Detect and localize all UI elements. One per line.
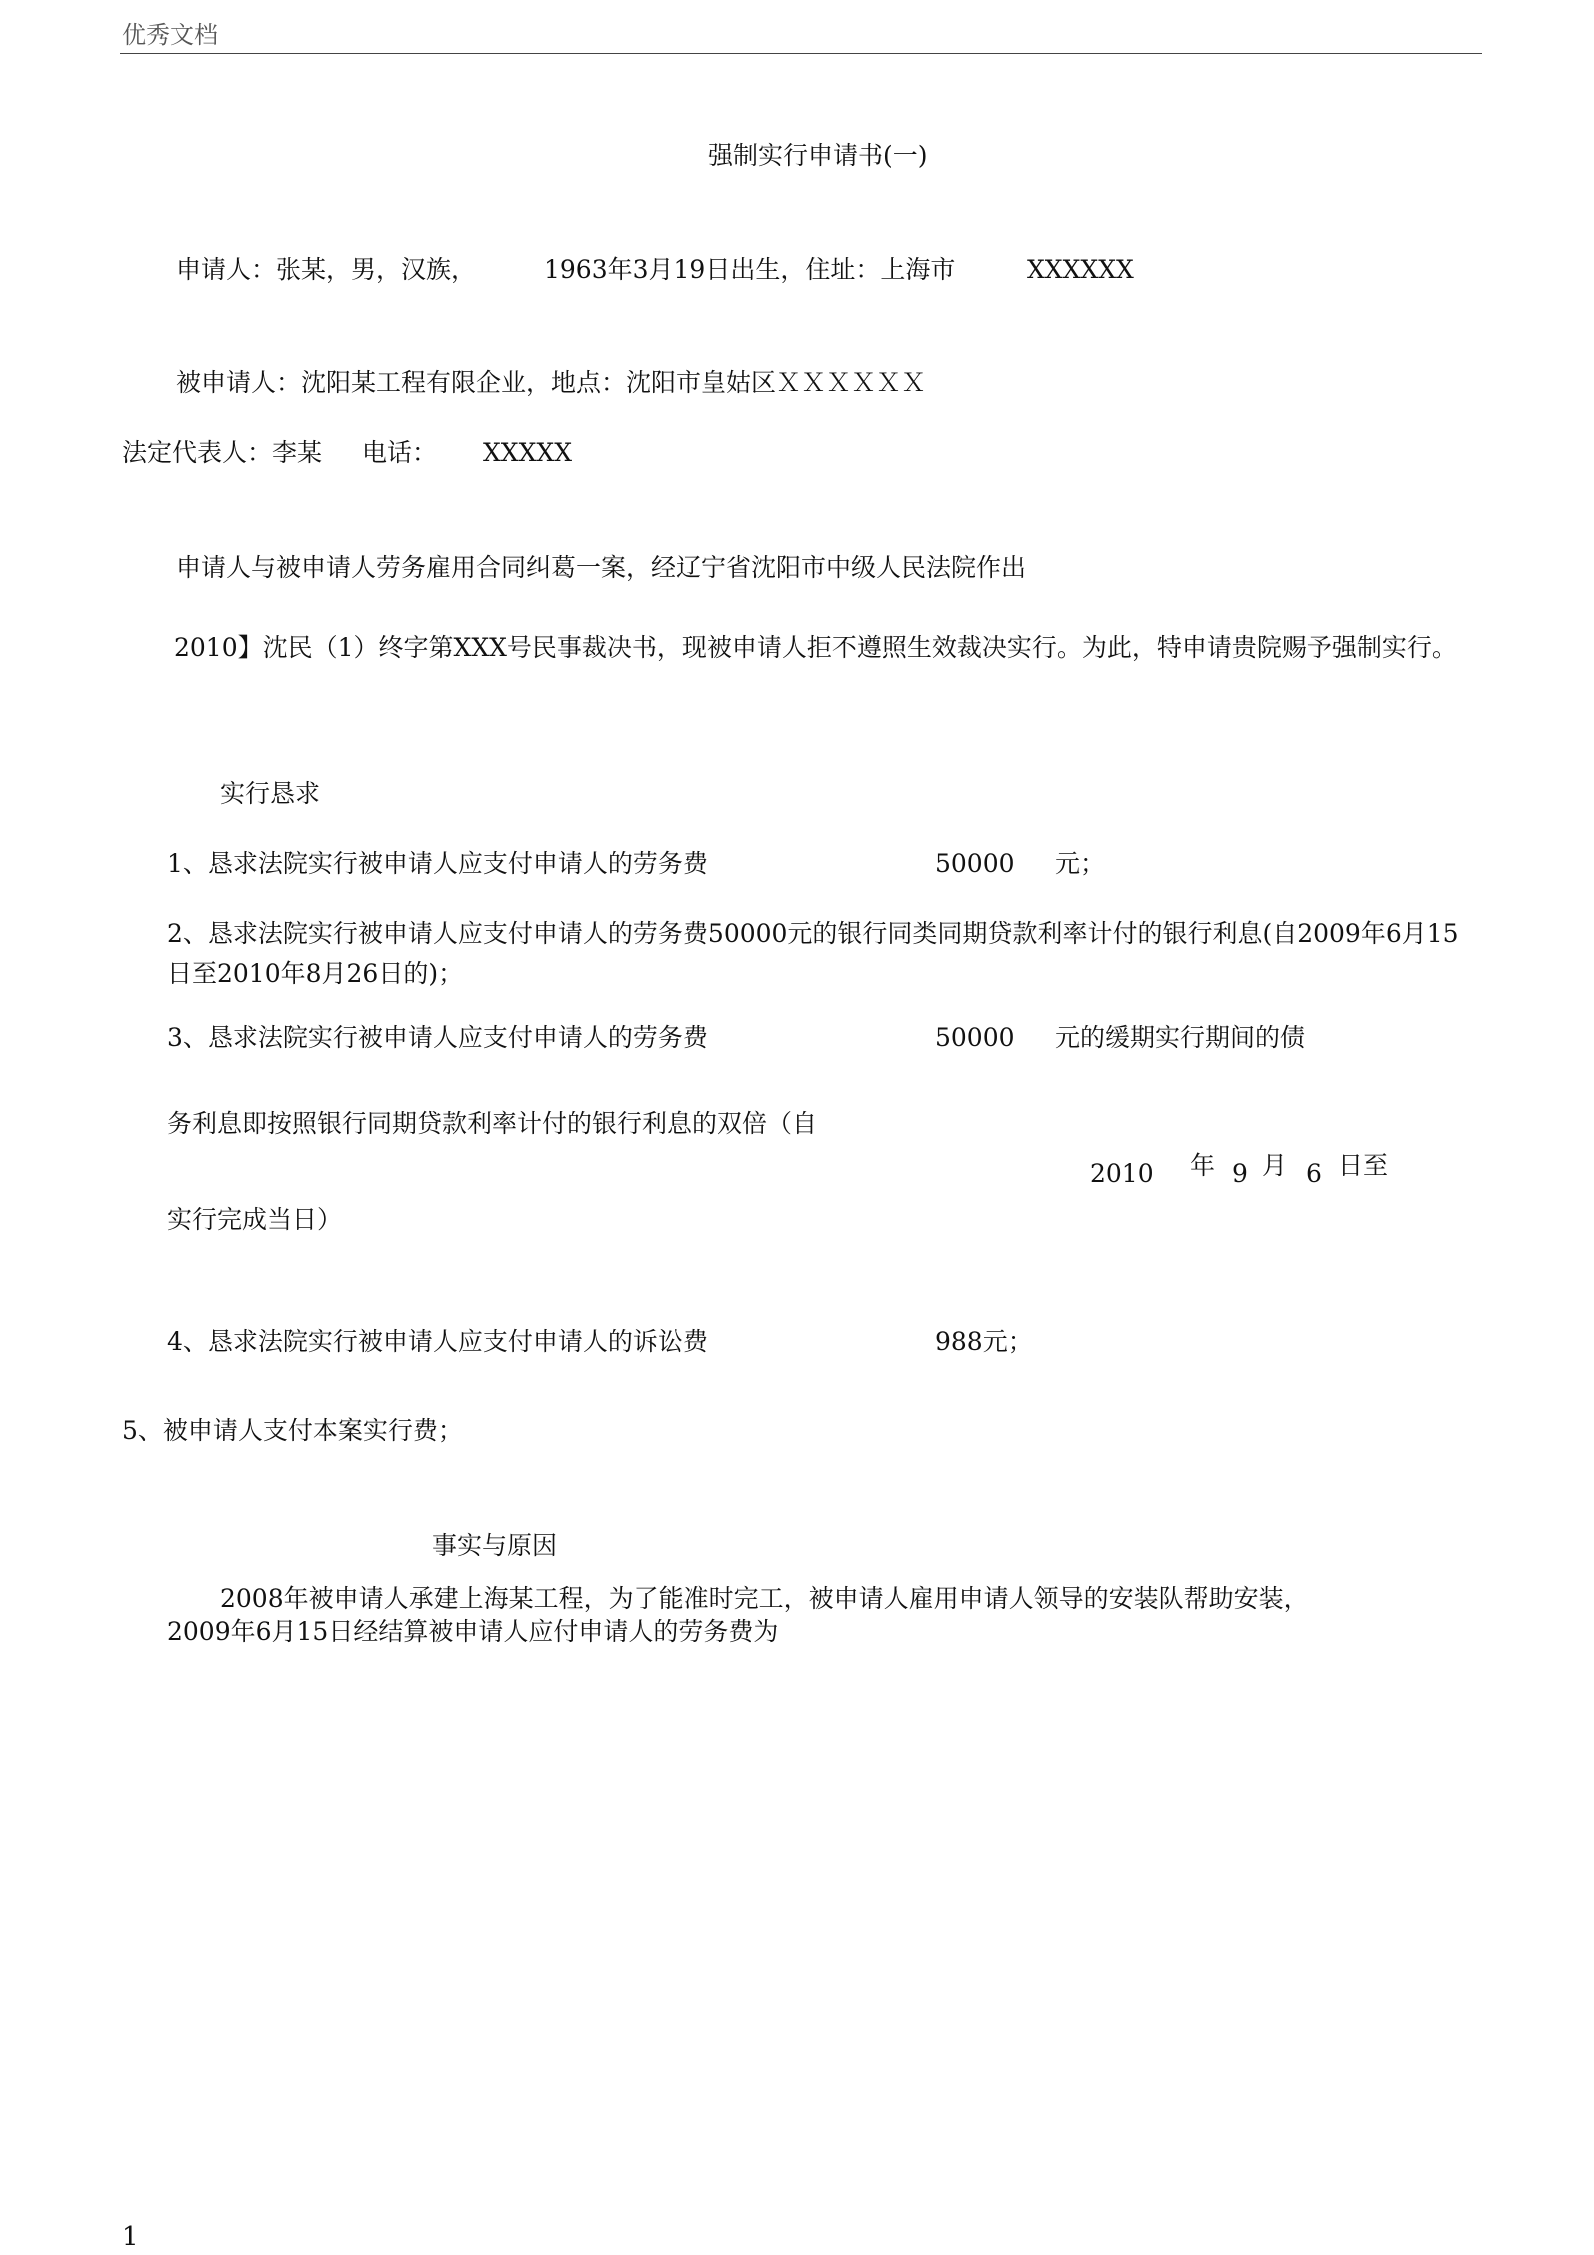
request-item-3-date-year: 2010 [1090,1159,1154,1188]
facts-line-2: 2009年6月15日经结算被申请人应付申请人的劳务费为 [167,1617,779,1646]
facts-heading: 事实与原因 [432,1531,558,1560]
header-divider [120,53,1482,54]
phone-label: 电话： [362,438,438,467]
request-item-3-date-month: 9 [1232,1159,1248,1188]
facts-line-1: 2008年被申请人承建上海某工程，为了能准时完工，被申请人雇用申请人领导的安装队帮助安装， [220,1584,1309,1613]
request-item-4-text: 4、恳求法院实行被申请人应支付申请人的诉讼费 [167,1327,708,1356]
applicant-address-code: XXXXXX [1027,255,1134,284]
request-item-2: 2、恳求法院实行被申请人应支付申请人的劳务费50000元的银行同类同期贷款利率计付的银行利息(自2009年6月15日至2010年8月26日的)； [167,919,1459,988]
requests-heading: 实行恳求 [220,779,321,808]
request-item-3-date-day: 6 [1306,1159,1322,1188]
request-item-5: 5、被申请人支付本案实行费； [122,1416,463,1445]
request-item-1-amount: 50000 [935,849,1015,878]
request-item-3-tail: 元的缓期实行期间的债 [1055,1023,1306,1052]
request-item-1-unit: 元； [1055,849,1106,878]
request-item-3-line2: 务利息即按照银行同期贷款利率计付的银行利息的双倍（自 [167,1109,818,1138]
page-number: 1 [122,2222,139,2252]
page-header-label: 优秀文档 [122,21,218,49]
case-paragraph-1: 申请人与被申请人劳务雇用合同纠葛一案，经辽宁省沈阳市中级人民法院作出 [176,553,1027,582]
legal-representative: 法定代表人：李某 [122,438,323,467]
respondent-info: 被申请人：沈阳某工程有限企业，地点：沈阳市皇姑区ＸＸＸＸＸＸ [176,368,927,397]
request-item-1-text: 1、恳求法院实行被申请人应支付申请人的劳务费 [167,849,708,878]
document-title: 强制实行申请书(一) [708,141,928,170]
request-item-3-amount: 50000 [935,1023,1015,1052]
request-item-4-amount: 988元； [935,1327,1033,1356]
case-paragraph-2: 2010】沈民（1）终字第XXX号民事裁决书，现被申请人拒不遵照生效裁决实行。为此，特申请贵院赐予强制实行。 [174,633,1457,662]
request-item-3-year-label: 年 [1190,1151,1216,1180]
phone-value: XXXXX [483,438,572,467]
request-item-3-day-label: 日至 [1338,1151,1389,1180]
applicant-birth-address: 1963年3月19日出生，住址：上海市 [544,255,956,284]
request-item-3-text: 3、恳求法院实行被申请人应支付申请人的劳务费 [167,1023,708,1052]
applicant-info: 申请人：张某，男，汉族， [176,255,477,284]
request-item-3-line3: 实行完成当日） [167,1205,343,1234]
request-item-3-month-label: 月 [1262,1151,1288,1180]
